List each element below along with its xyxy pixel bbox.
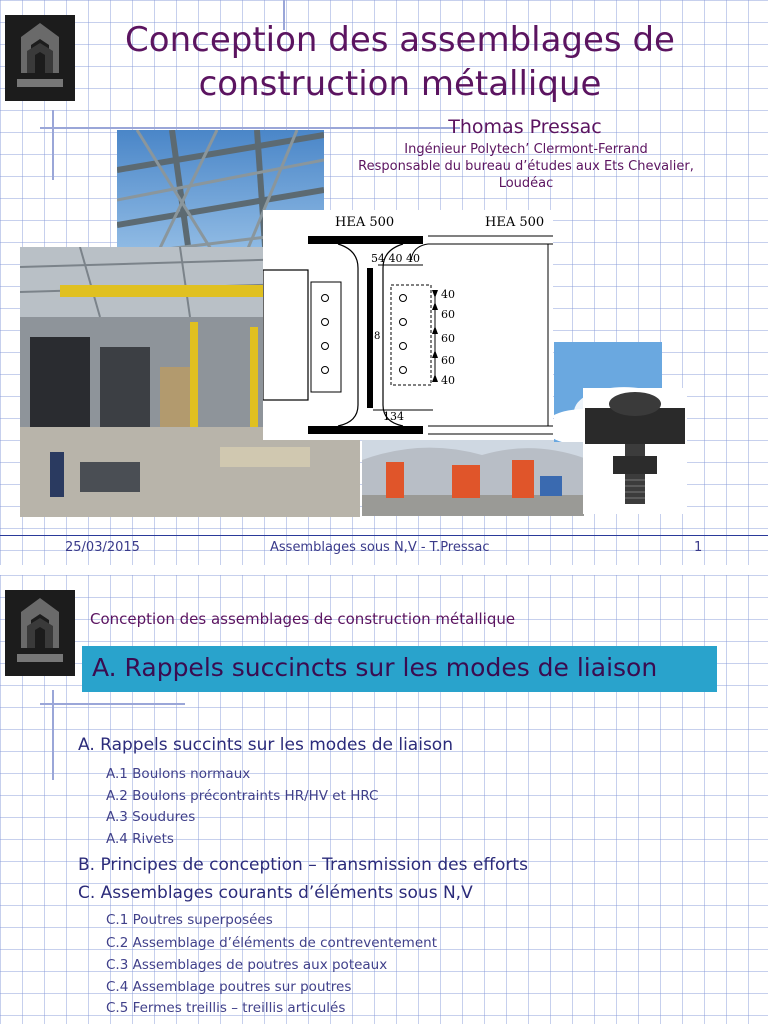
drawing-dim-5: 40 — [441, 374, 455, 387]
author-name: Thomas Pressac — [448, 116, 602, 138]
toc-subitem: C.3 Assemblages de poutres aux poteaux — [106, 957, 388, 973]
toc-subitem: C.5 Fermes treillis – treillis articulés — [106, 1000, 346, 1016]
toc-item: C. Assemblages courants d’éléments sous N,V — [78, 883, 473, 903]
drawing-dim-1: 40 — [441, 288, 455, 301]
slide-gap — [0, 565, 768, 575]
company-logo-icon — [5, 15, 75, 101]
title-line-2: construction métallique — [198, 64, 602, 104]
author-affiliation — [350, 141, 702, 192]
decor-line — [40, 703, 185, 705]
slide-header: Conception des assemblages de construction métallique — [90, 610, 516, 628]
section-banner-title: A. Rappels succincts sur les modes de liaison — [92, 653, 658, 682]
bolt-photo — [583, 388, 687, 514]
toc-item: A. Rappels succints sur les modes de liaison — [78, 735, 453, 755]
affiliation-line-3: Loudéac — [498, 176, 554, 191]
toc-subitem: A.3 Soudures — [106, 809, 196, 825]
title-line-1: Conception des assemblages de — [125, 20, 675, 60]
footer-title: Assemblages sous N,V - T.Pressac — [270, 540, 490, 555]
drawing-label-left: HEA 500 — [335, 215, 395, 230]
drawing-label-right: HEA 500 — [485, 215, 545, 230]
slide-title — [100, 18, 700, 106]
toc-subitem: A.4 Rivets — [106, 831, 174, 847]
toc-subitem: C.2 Assemblage d’éléments de contreventement — [106, 935, 437, 951]
slide-2 — [0, 575, 768, 1024]
toc-subitem: A.1 Boulons normaux — [106, 766, 251, 782]
footer-date: 25/03/2015 — [65, 540, 140, 555]
drawing-dim-4: 60 — [441, 354, 455, 367]
section-banner — [82, 646, 717, 692]
affiliation-line-1: Ingénieur Polytech’ Clermont-Ferrand — [404, 142, 648, 157]
drawing-dim-2: 60 — [441, 308, 455, 321]
building-photo — [362, 440, 584, 516]
drawing-side-dim: 8 — [374, 331, 381, 342]
drawing-dim-3: 60 — [441, 332, 455, 345]
toc-subitem: C.4 Assemblage poutres sur poutres — [106, 979, 352, 995]
drawing-top-dims: 54 40 40 — [371, 252, 420, 265]
footer-page-number: 1 — [694, 540, 703, 555]
decor-line — [40, 127, 460, 129]
decor-line — [52, 690, 54, 780]
company-logo-icon — [5, 590, 75, 676]
footer-divider — [0, 535, 768, 536]
toc-subitem: C.1 Poutres superposées — [106, 912, 273, 928]
toc-subitem: A.2 Boulons précontraints HR/HV et HRC — [106, 788, 379, 804]
toc-item: B. Principes de conception – Transmission des efforts — [78, 855, 528, 875]
affiliation-line-2: Responsable du bureau d’études aux Ets Chevalier, — [358, 159, 694, 174]
decor-line — [52, 110, 54, 180]
drawing-bottom-dim: 134 — [383, 410, 404, 423]
connection-drawing — [263, 210, 553, 440]
